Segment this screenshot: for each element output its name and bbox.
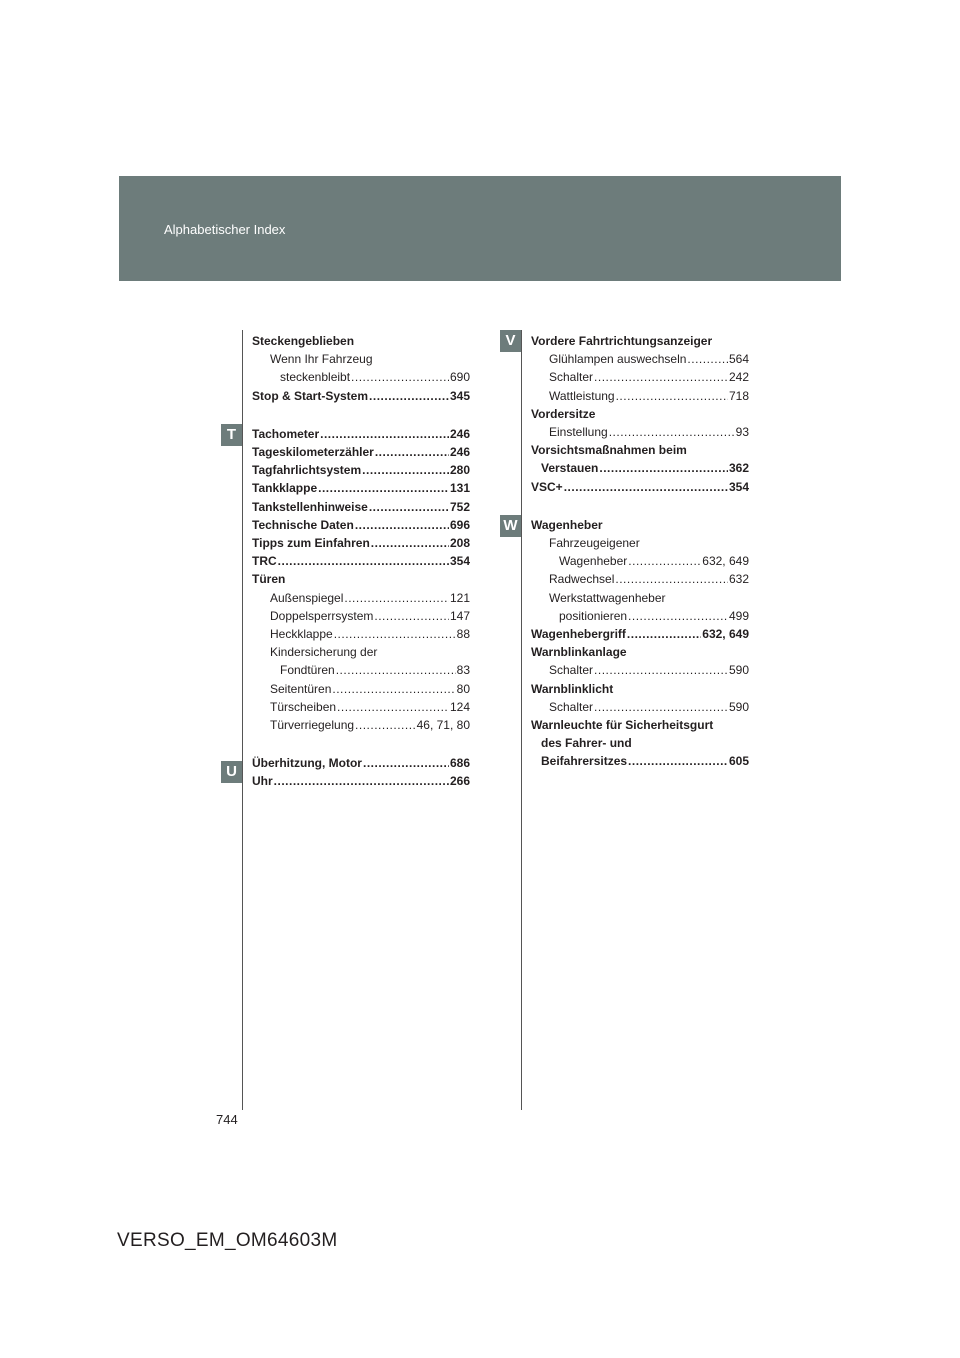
index-entry-term: TRC [252, 554, 277, 569]
index-entry-term: Warnblinkanlage [531, 645, 627, 660]
leader-dots [355, 716, 416, 734]
index-entry-page-ref[interactable]: 83 [456, 663, 470, 678]
letter-tab-t: T [221, 424, 242, 446]
index-entry [531, 478, 749, 496]
index-entry [252, 534, 470, 552]
leader-dots [344, 589, 449, 607]
index-entry [531, 552, 749, 570]
index-entry [531, 698, 749, 716]
leader-dots [609, 423, 735, 441]
index-entry-term: Schalter [549, 370, 594, 385]
leader-dots [334, 625, 456, 643]
index-entry-term: Tageskilometerzähler [252, 445, 374, 460]
index-entry [531, 716, 749, 734]
index-entry-term: Türen [252, 572, 286, 587]
index-entry [531, 387, 749, 405]
index-entry [252, 350, 470, 368]
index-entry-page-ref[interactable]: 690 [449, 370, 470, 385]
index-entry [252, 461, 470, 479]
index-entry-term: Außenspiegel [270, 590, 344, 605]
index-entry-term: des Fahrer- und [541, 736, 632, 751]
leader-dots [320, 425, 449, 443]
index-entry-term: Fondtüren [280, 663, 335, 678]
entry-spacer [252, 405, 470, 425]
index-entry [252, 552, 470, 570]
index-entry-term: Wagenheber [531, 517, 603, 532]
leader-dots [594, 368, 728, 386]
index-entry [252, 625, 470, 643]
index-entry [252, 570, 470, 588]
index-entry-page-ref[interactable]: 246 [449, 426, 470, 441]
leader-dots [628, 552, 701, 570]
letter-tab-v: V [500, 330, 521, 352]
index-entry [531, 459, 749, 477]
leader-dots [274, 772, 449, 790]
leader-dots [369, 387, 449, 405]
index-entry [531, 661, 749, 679]
index-entry-page-ref[interactable]: 147 [449, 608, 470, 623]
index-entry-page-ref[interactable]: 752 [449, 499, 470, 514]
index-entry [252, 754, 470, 772]
leader-dots [687, 350, 728, 368]
index-entry-page-ref[interactable]: 280 [449, 463, 470, 478]
index-entry-term: Vordere Fahrtrichtungsanzeiger [531, 334, 713, 348]
leader-dots [332, 680, 455, 698]
index-entry [531, 589, 749, 607]
index-entry-term: Stop & Start-System [252, 388, 369, 403]
index-entry-term: Wattleistung [549, 388, 615, 403]
index-entry-term: Beifahrersitzes [541, 754, 628, 769]
index-entry-term: Seitentüren [270, 681, 332, 696]
index-entry-term: Steckengeblieben [252, 334, 355, 348]
index-entry-term: Tankklappe [252, 481, 318, 496]
index-entry [531, 423, 749, 441]
leader-dots [375, 443, 449, 461]
page-header-bar [119, 176, 841, 281]
index-entry [531, 680, 749, 698]
index-entry-term: Verstauen [541, 461, 599, 476]
index-entry [531, 752, 749, 770]
leader-dots [351, 368, 449, 386]
left-column-rule [242, 330, 243, 1110]
index-entry-term: Einstellung [549, 425, 608, 440]
leader-dots [374, 607, 449, 625]
index-entry [531, 405, 749, 423]
index-column-left [252, 332, 470, 791]
index-entry-page-ref[interactable]: 46, 71, 80 [416, 718, 470, 733]
letter-tab-w: W [500, 515, 521, 537]
index-entry-term: Radwechsel [549, 572, 615, 587]
index-entry-term: Schalter [549, 663, 594, 678]
index-entry [252, 498, 470, 516]
index-entry-term: Türverriegelung [270, 718, 355, 733]
index-entry [531, 534, 749, 552]
index-entry-page-ref[interactable]: 242 [728, 370, 749, 385]
letter-tab-u: U [221, 761, 242, 783]
index-entry-term: Vorsichtsmaßnahmen beim [531, 443, 687, 458]
index-entry-term: Vordersitze [531, 406, 596, 421]
index-entry-page-ref[interactable]: 121 [449, 590, 470, 605]
page-header-title: Alphabetischer Index [164, 222, 286, 237]
index-entry-page-ref[interactable]: 362 [728, 461, 749, 476]
index-entry [252, 661, 470, 679]
index-entry-page-ref[interactable]: 632, 649 [702, 627, 749, 642]
index-entry-page-ref[interactable]: 131 [449, 481, 470, 496]
index-entry [252, 332, 470, 350]
leader-dots [355, 516, 449, 534]
index-entry [252, 589, 470, 607]
index-entry-page-ref[interactable]: 590 [728, 699, 749, 714]
leader-dots [336, 661, 456, 679]
index-entry-term: Überhitzung, Motor [252, 756, 362, 771]
leader-dots [594, 698, 728, 716]
leader-dots [337, 698, 449, 716]
index-entry [252, 368, 470, 386]
index-entry-page-ref[interactable]: 499 [728, 608, 749, 623]
entry-spacer [252, 734, 470, 754]
index-entry [531, 441, 749, 459]
index-entry-term: Tachometer [252, 426, 320, 441]
index-entry-term: Türscheiben [270, 699, 337, 714]
index-entry-term: Heckklappe [270, 627, 333, 642]
index-entry-page-ref[interactable]: 354 [449, 554, 470, 569]
index-entry [252, 387, 470, 405]
index-entry-page-ref[interactable]: 208 [449, 536, 470, 551]
index-column-right [531, 332, 749, 771]
index-entry [531, 516, 749, 534]
index-entry-term: Uhr [252, 774, 273, 789]
index-entry-term: positionieren [559, 608, 628, 623]
index-entry [252, 516, 470, 534]
page-number: 744 [216, 1112, 238, 1127]
index-entry [531, 350, 749, 368]
index-entry-term: Glühlampen auswechseln [549, 352, 687, 367]
index-entry-term: steckenbleibt [280, 370, 351, 385]
index-entry [531, 332, 749, 350]
index-entry-term: Technische Daten [252, 517, 354, 532]
index-entry [252, 698, 470, 716]
leader-dots [371, 534, 449, 552]
leader-dots [628, 607, 728, 625]
index-entry-page-ref[interactable]: 590 [728, 663, 749, 678]
index-entry-term: Tagfahrlichtsystem [252, 463, 362, 478]
index-entry-page-ref[interactable]: 80 [456, 681, 470, 696]
index-entry [252, 607, 470, 625]
leader-dots [615, 570, 728, 588]
index-entry-page-ref[interactable]: 124 [449, 699, 470, 714]
leader-dots [616, 387, 728, 405]
index-entry [531, 368, 749, 386]
index-entry-page-ref[interactable]: 88 [456, 627, 470, 642]
entry-spacer [531, 496, 749, 516]
index-entry-page-ref[interactable]: 632 [728, 572, 749, 587]
index-entry-page-ref[interactable]: 345 [449, 388, 470, 403]
leader-dots [363, 754, 449, 772]
document-footer-code: VERSO_EM_OM64603M [117, 1230, 338, 1251]
index-entry [531, 570, 749, 588]
leader-dots [362, 461, 449, 479]
index-entry-term: Schalter [549, 699, 594, 714]
index-entry-page-ref[interactable]: 686 [449, 756, 470, 771]
index-entry-term: Wenn Ihr Fahrzeug [270, 352, 373, 367]
index-entry-page-ref[interactable]: 93 [735, 425, 749, 440]
index-entry-term: VSC+ [531, 479, 563, 494]
index-entry-page-ref[interactable]: 718 [728, 388, 749, 403]
index-entry-page-ref[interactable]: 246 [449, 445, 470, 460]
index-entry [252, 425, 470, 443]
index-entry [531, 734, 749, 752]
index-entry-term: Warnblinklicht [531, 681, 614, 696]
index-entry-term: Werkstattwagenheber [549, 590, 666, 605]
index-entry-term: Doppelsperrsystem [270, 608, 374, 623]
leader-dots [599, 459, 728, 477]
leader-dots [564, 478, 728, 496]
index-entry [531, 643, 749, 661]
index-entry [252, 443, 470, 461]
index-entry-term: Warnleuchte für Sicherheitsgurt [531, 718, 714, 733]
index-entry-page-ref[interactable]: 354 [728, 479, 749, 494]
index-entry [531, 607, 749, 625]
leader-dots [594, 661, 728, 679]
leader-dots [369, 498, 449, 516]
index-entry [252, 716, 470, 734]
index-entry-term: Wagenhebergriff [531, 627, 626, 642]
index-entry [531, 625, 749, 643]
leader-dots [628, 752, 728, 770]
leader-dots [318, 479, 449, 497]
index-entry-term: Kindersicherung der [270, 645, 378, 660]
index-entry-term: Fahrzeugeigener [549, 536, 640, 551]
index-entry [252, 772, 470, 790]
index-entry-term: Wagenheber [559, 554, 628, 569]
index-entry-page-ref[interactable]: 696 [449, 517, 470, 532]
leader-dots [627, 625, 701, 643]
index-entry-page-ref[interactable]: 564 [728, 352, 749, 367]
index-entry [252, 680, 470, 698]
index-entry-page-ref[interactable]: 266 [449, 774, 470, 789]
leader-dots [278, 552, 449, 570]
index-entry-term: Tankstellenhinweise [252, 499, 368, 514]
index-entry-page-ref[interactable]: 605 [728, 754, 749, 769]
index-entry-page-ref[interactable]: 632, 649 [702, 554, 749, 569]
index-entry [252, 643, 470, 661]
index-entry [252, 479, 470, 497]
index-entry-term: Tipps zum Einfahren [252, 536, 370, 551]
right-column-rule [521, 330, 522, 1110]
